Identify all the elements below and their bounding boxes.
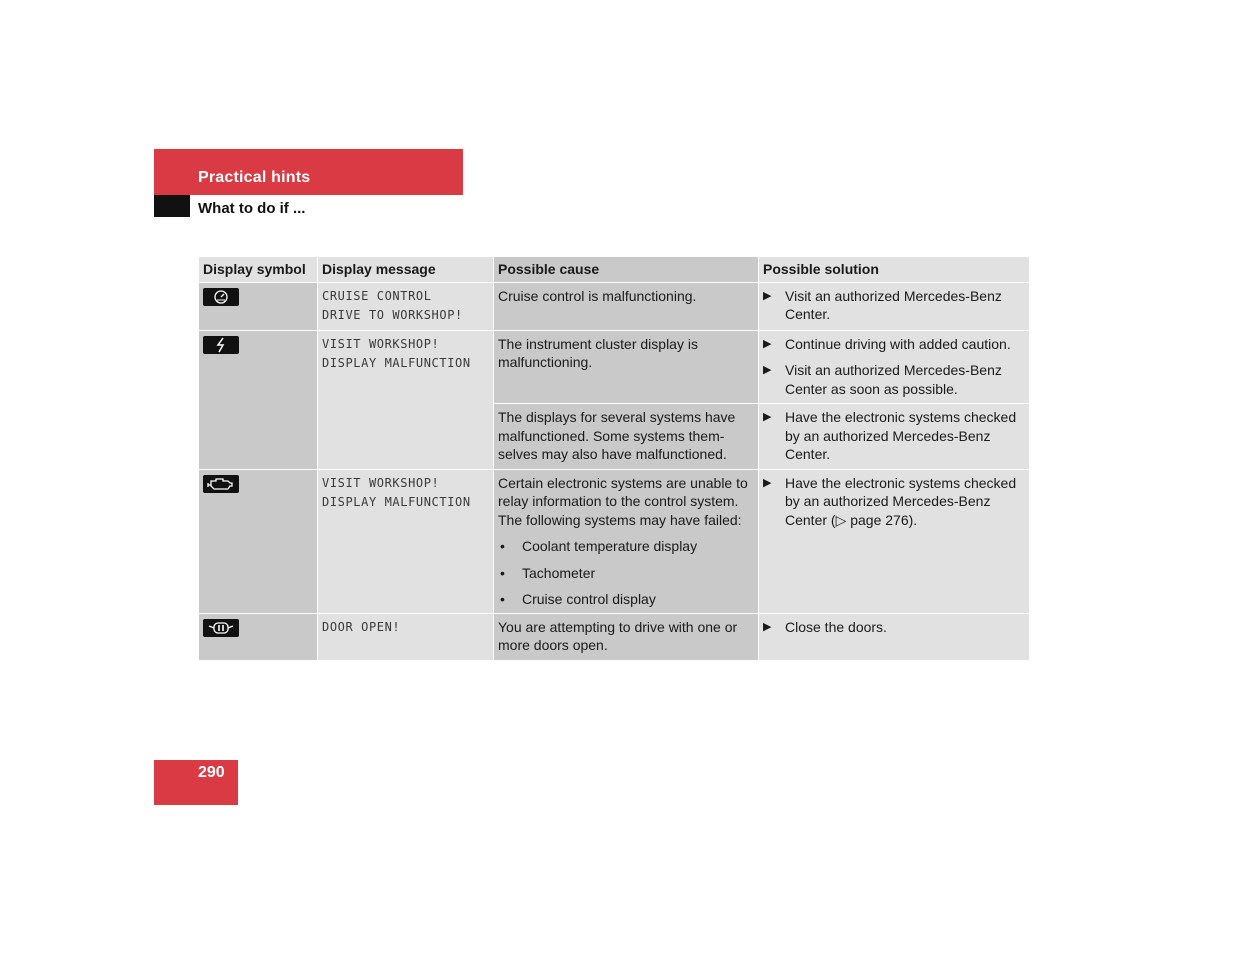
electrical-fault-icon	[203, 336, 239, 354]
door-open-icon	[203, 619, 239, 637]
section-title: Practical hints	[198, 169, 311, 186]
subsection-marker	[154, 195, 190, 217]
column-header-message: Display message	[318, 257, 494, 283]
page-number: 290	[198, 764, 225, 781]
solution-cell	[759, 469, 1030, 613]
engine-check-icon	[203, 475, 239, 493]
display-messages-table	[198, 256, 1030, 661]
solution-cell	[759, 404, 1030, 470]
symbol-cell	[199, 330, 318, 469]
cruise-control-icon	[203, 288, 239, 306]
solution-cell	[759, 282, 1030, 330]
solution-item: ▶ Continue driving with added caution.	[763, 335, 1011, 352]
cause-cell: The instrument cluster display is malfunctioning.	[494, 330, 759, 404]
cause-cell: Certain electronic systems are unable to relay information to the control system. The following systems may have failed: • Coolant temperature display • Tachometer • Cruise control display	[494, 469, 759, 613]
arrow-bullet-icon: ▶	[763, 289, 772, 302]
arrow-bullet-icon: ▶	[763, 411, 772, 423]
column-header-solution: Possible solution	[759, 257, 1030, 283]
display-message: CRUISE CONTROL DRIVE TO WORKSHOP!	[318, 282, 494, 330]
arrow-bullet-icon: ▶	[763, 620, 772, 633]
solution-item: ▶ Have the electronic systems checked by an authorized Mercedes-Benz Center (▷ page 276).	[763, 474, 1017, 528]
display-message: VISIT WORKSHOP! DISPLAY MALFUNCTION	[318, 330, 494, 469]
table-row	[199, 330, 1030, 404]
solution-item: ▶ Close the doors.	[763, 618, 887, 635]
solution-item: ▶ Visit an authorized Mercedes-Benz Center as soon as possible.	[763, 362, 1002, 397]
table-row	[199, 469, 1030, 613]
column-header-cause: Possible cause	[494, 257, 759, 283]
table-row	[199, 613, 1030, 660]
solution-item: ▶ Visit an authorized Mercedes-Benz Center.	[763, 287, 1002, 322]
solution-cell	[759, 330, 1030, 404]
list-item: • Coolant temperature display	[500, 538, 698, 554]
symbol-cell	[199, 613, 318, 660]
table-header-row	[199, 257, 1030, 283]
solution-item: ▶ Have the electronic systems checked by an authorized Mercedes-Benz Center.	[763, 409, 1017, 462]
page-number-tab	[154, 760, 238, 805]
subsection-title: What to do if ...	[198, 200, 306, 217]
list-item: • Cruise control display	[500, 591, 656, 607]
arrow-bullet-icon: ▶	[763, 476, 772, 489]
list-item: • Tachometer	[500, 564, 596, 581]
column-header-symbol: Display symbol	[199, 257, 318, 283]
symbol-cell	[199, 469, 318, 613]
solution-cell	[759, 613, 1030, 660]
arrow-bullet-icon: ▶	[763, 337, 772, 350]
arrow-bullet-icon: ▶	[763, 364, 772, 376]
symbol-cell	[199, 282, 318, 330]
display-message: DOOR OPEN!	[318, 613, 494, 660]
cause-cell: Cruise control is malfunctioning.	[494, 282, 759, 330]
display-message: VISIT WORKSHOP! DISPLAY MALFUNCTION	[318, 469, 494, 613]
cause-cell: You are attempting to drive with one or more doors open.	[494, 613, 759, 660]
table-row	[199, 282, 1030, 330]
cause-cell: The displays for several systems have malfunctioned. Some systems them-selves may also have malfunctioned.	[494, 404, 759, 470]
